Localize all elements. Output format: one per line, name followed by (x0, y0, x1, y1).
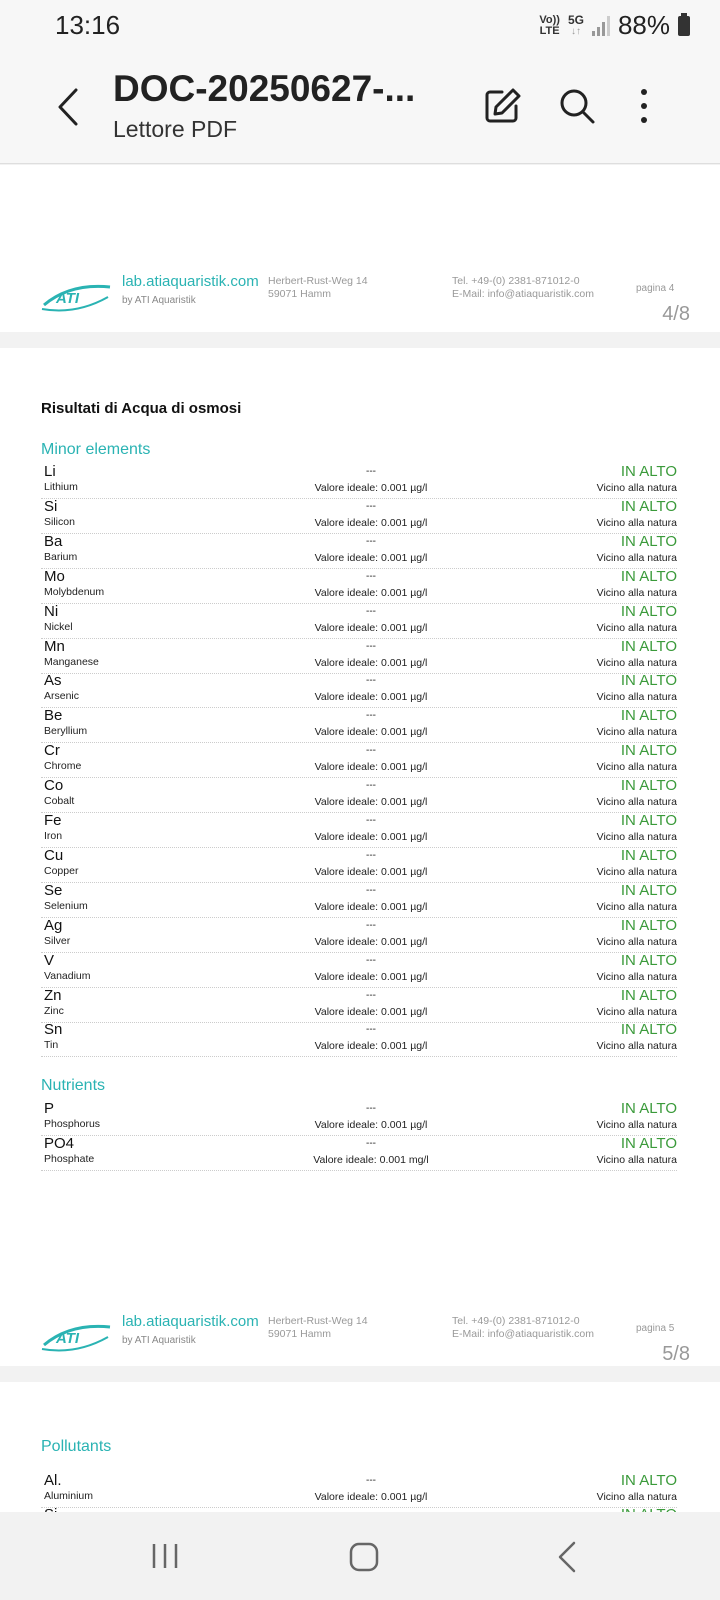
back-icon[interactable] (556, 1540, 578, 1574)
category-pollutants: Pollutants (41, 1438, 112, 1455)
status-note: Vicino alla natura (596, 516, 677, 529)
element-symbol: Zn (44, 986, 62, 1004)
measured-value: --- (366, 1103, 376, 1114)
measured-value: --- (366, 1138, 376, 1149)
pdf-page-5 (0, 348, 720, 1366)
status-note: Vicino alla natura (596, 865, 677, 878)
table-row (41, 463, 677, 499)
app-bar (0, 54, 720, 164)
element-name: Manganese (44, 655, 99, 668)
measured-value: --- (366, 815, 376, 826)
element-name: Nickel (44, 620, 73, 633)
table-row (41, 603, 677, 639)
status-note: Vicino alla natura (596, 586, 677, 599)
element-symbol: Mn (44, 637, 65, 655)
table-row (41, 638, 677, 674)
category-minor-elements: Minor elements (41, 441, 151, 458)
section-title: Risultati di Acqua di osmosi (41, 400, 242, 417)
element-symbol: Sn (44, 1021, 63, 1039)
battery-icon (678, 16, 690, 36)
status-label: IN ALTO (620, 777, 677, 795)
table-row (41, 1021, 677, 1057)
measured-value: --- (366, 884, 376, 896)
measured-value: --- (366, 780, 376, 792)
measured-value: --- (366, 570, 376, 582)
status-note: Vicino alla natura (596, 796, 677, 809)
status-label: IN ALTO (620, 707, 677, 725)
element-name: Copper (44, 864, 79, 877)
ideal-value: Valore ideale: 0.001 µg/l (314, 691, 428, 704)
table-row (41, 498, 677, 534)
element-symbol: Al. (44, 1472, 62, 1489)
measured-value: --- (366, 640, 376, 652)
element-name: Barium (44, 550, 78, 563)
svg-text:ATI: ATI (56, 1330, 80, 1347)
back-arrow-icon[interactable] (50, 82, 90, 132)
ideal-value: Valore ideale: 0.001 µg/l (314, 1491, 428, 1503)
element-name: Molybdenum (44, 585, 105, 598)
status-note: Vicino alla natura (596, 726, 677, 739)
pdf-page-6 (0, 1382, 720, 1512)
ideal-value: Valore ideale: 0.001 µg/l (314, 796, 428, 809)
table-row (41, 533, 677, 569)
ideal-value: Valore ideale: 0.001 µg/l (314, 900, 428, 913)
status-note: Vicino alla natura (596, 761, 677, 774)
address: Herbert-Rust-Weg 14 59071 Hamm (268, 1315, 368, 1340)
measured-value: --- (366, 466, 376, 477)
table-row (41, 742, 677, 778)
app-subtitle: Lettore PDF (113, 116, 237, 142)
status-note: Vicino alla natura (596, 831, 677, 843)
edit-icon[interactable] (480, 84, 524, 128)
measured-value: --- (366, 605, 376, 617)
status-label: IN ALTO (620, 986, 677, 1004)
element-symbol: Ag (44, 916, 63, 934)
status-label: IN ALTO (620, 812, 677, 829)
page-label: pagina 5 (636, 1323, 675, 1334)
status-note: Vicino alla natura (596, 621, 677, 634)
table-row (41, 882, 677, 918)
ati-logo (40, 279, 112, 315)
element-name: Aluminium (44, 1490, 94, 1502)
element-name: Chrome (44, 760, 82, 773)
element-symbol: P (44, 1100, 55, 1117)
table-row (41, 917, 677, 953)
element-name: Arsenic (44, 690, 80, 703)
ideal-value: Valore ideale: 0.001 µg/l (314, 761, 428, 774)
status-note: Vicino alla natura (596, 482, 677, 494)
ideal-value: Valore ideale: 0.001 µg/l (314, 516, 428, 529)
ideal-value: Valore ideale: 0.001 µg/l (314, 865, 428, 878)
element-symbol: Ba (44, 532, 63, 550)
ideal-value: Valore ideale: 0.001 µg/l (314, 1040, 428, 1053)
status-note: Vicino alla natura (596, 970, 677, 983)
element-name: Cobalt (44, 795, 75, 808)
element-name: Iron (44, 830, 63, 842)
status-label: IN ALTO (620, 881, 677, 899)
element-symbol: PO4 (44, 1135, 75, 1152)
pdf-page-4 (0, 165, 720, 332)
page-label: pagina 4 (636, 283, 675, 294)
element-symbol: Si (44, 497, 58, 515)
element-name: Silver (44, 934, 71, 947)
svg-text:ATI: ATI (56, 290, 80, 307)
measured-value: --- (366, 500, 376, 512)
status-bar (0, 0, 720, 54)
table-row (41, 777, 677, 813)
by-ati: by ATI Aquaristik (122, 1335, 196, 1346)
nav-bar (0, 1512, 720, 1600)
status-label: IN ALTO (620, 1135, 677, 1152)
category-nutrients: Nutrients (41, 1077, 106, 1094)
signal-icon (592, 16, 610, 36)
element-symbol: Se (44, 881, 63, 899)
ideal-value: Valore ideale: 0.001 µg/l (314, 551, 428, 564)
measured-value: --- (366, 745, 376, 757)
search-icon[interactable] (555, 84, 599, 128)
element-name: Selenium (44, 899, 88, 912)
by-ati: by ATI Aquaristik (122, 295, 196, 306)
status-label: IN ALTO (620, 463, 677, 480)
status-note: Vicino alla natura (596, 1005, 677, 1018)
lab-link[interactable]: lab.atiaquaristik.com (122, 1313, 259, 1330)
page-footer (0, 271, 720, 331)
address: Herbert-Rust-Weg 14 59071 Hamm (268, 275, 368, 300)
page-footer (0, 1311, 720, 1371)
table-row (41, 1100, 677, 1136)
element-name: Lithium (44, 481, 78, 493)
table-row (41, 1135, 677, 1171)
status-label: IN ALTO (620, 672, 677, 690)
page-indicator: 4/8 (662, 303, 690, 325)
page-indicator: 5/8 (662, 1343, 690, 1365)
element-symbol: Co (44, 777, 64, 795)
table-row (41, 952, 677, 988)
element-name: Beryllium (44, 725, 88, 738)
element-symbol: Mo (44, 567, 65, 585)
ideal-value: Valore ideale: 0.001 mg/l (313, 1154, 429, 1166)
status-note: Vicino alla natura (596, 1119, 677, 1131)
status-note: Vicino alla natura (596, 691, 677, 704)
status-note: Vicino alla natura (596, 1154, 677, 1166)
element-name: Tin (44, 1039, 59, 1052)
measured-value: --- (366, 1475, 376, 1486)
ideal-value: Valore ideale: 0.001 µg/l (314, 482, 428, 494)
element-symbol: Fe (44, 812, 62, 829)
contact: Tel. +49-(0) 2381-871012-0 E-Mail: info@atiaquaristik.com (452, 275, 594, 300)
ideal-value: Valore ideale: 0.001 µg/l (314, 621, 428, 634)
ideal-value: Valore ideale: 0.001 µg/l (314, 935, 428, 948)
element-symbol: Be (44, 707, 63, 725)
table-row (41, 672, 677, 708)
status-note: Vicino alla natura (596, 900, 677, 913)
element-name: Phosphorus (44, 1118, 101, 1130)
table-row (41, 707, 677, 743)
measured-value: --- (366, 849, 376, 861)
measured-value: --- (366, 954, 376, 966)
ati-logo (40, 1319, 112, 1355)
status-label: IN ALTO (620, 916, 677, 934)
home-icon[interactable] (349, 1542, 379, 1572)
element-symbol: Ni (44, 602, 59, 620)
table-row (41, 847, 677, 883)
measured-value: --- (366, 989, 376, 1001)
element-symbol: Li (44, 463, 56, 480)
element-symbol: Cr (44, 742, 60, 760)
element-symbol: Cu (44, 846, 64, 864)
status-label: IN ALTO (620, 602, 677, 620)
status-note: Vicino alla natura (596, 935, 677, 948)
status-note: Vicino alla natura (596, 656, 677, 669)
measured-value: --- (366, 535, 376, 547)
table-row (41, 987, 677, 1023)
status-label: IN ALTO (620, 1021, 677, 1039)
status-time: 13:16 (55, 10, 121, 40)
measured-value: --- (366, 1024, 376, 1036)
ideal-value: Valore ideale: 0.001 µg/l (314, 970, 428, 983)
ideal-value: Valore ideale: 0.001 µg/l (314, 1119, 428, 1131)
status-label: IN ALTO (620, 846, 677, 864)
status-label: IN ALTO (620, 1100, 677, 1117)
ideal-value: Valore ideale: 0.001 µg/l (314, 656, 428, 669)
recent-apps-icon[interactable] (150, 1542, 180, 1570)
status-label: IN ALTO (620, 742, 677, 760)
more-vert-icon[interactable] (622, 84, 666, 128)
table-row (41, 812, 677, 848)
measured-value: --- (366, 919, 376, 931)
element-name: Vanadium (44, 969, 91, 982)
document-title: DOC-20250627-... (113, 68, 416, 109)
status-note: Vicino alla natura (596, 551, 677, 564)
element-name: Phosphate (44, 1153, 95, 1165)
lab-link[interactable]: lab.atiaquaristik.com (122, 273, 259, 290)
table-row (41, 568, 677, 604)
measured-value: --- (366, 710, 376, 722)
ideal-value: Valore ideale: 0.001 µg/l (314, 1005, 428, 1018)
ideal-value: Valore ideale: 0.001 µg/l (314, 831, 428, 843)
ideal-value: Valore ideale: 0.001 µg/l (314, 586, 428, 599)
element-symbol: As (44, 672, 62, 690)
element-name: Zinc (44, 1004, 64, 1017)
status-icons (539, 10, 690, 41)
element-symbol: V (44, 951, 55, 969)
status-note: Vicino alla natura (596, 1491, 677, 1503)
status-label: IN ALTO (620, 497, 677, 515)
ideal-value: Valore ideale: 0.001 µg/l (314, 726, 428, 739)
measured-value: --- (366, 675, 376, 687)
status-note: Vicino alla natura (596, 1040, 677, 1053)
table-row (41, 1472, 677, 1508)
volte-icon: Vo)) LTE (539, 13, 560, 37)
status-label: IN ALTO (620, 1472, 677, 1489)
battery-percent: 88% (617, 10, 670, 40)
status-label: IN ALTO (620, 567, 677, 585)
status-label: IN ALTO (620, 637, 677, 655)
network-5g-icon: 5G ↓↑ (567, 12, 584, 37)
status-label: IN ALTO (620, 532, 677, 550)
status-label: IN ALTO (620, 951, 677, 969)
contact: Tel. +49-(0) 2381-871012-0 E-Mail: info@atiaquaristik.com (452, 1315, 594, 1340)
element-name: Silicon (44, 515, 75, 528)
